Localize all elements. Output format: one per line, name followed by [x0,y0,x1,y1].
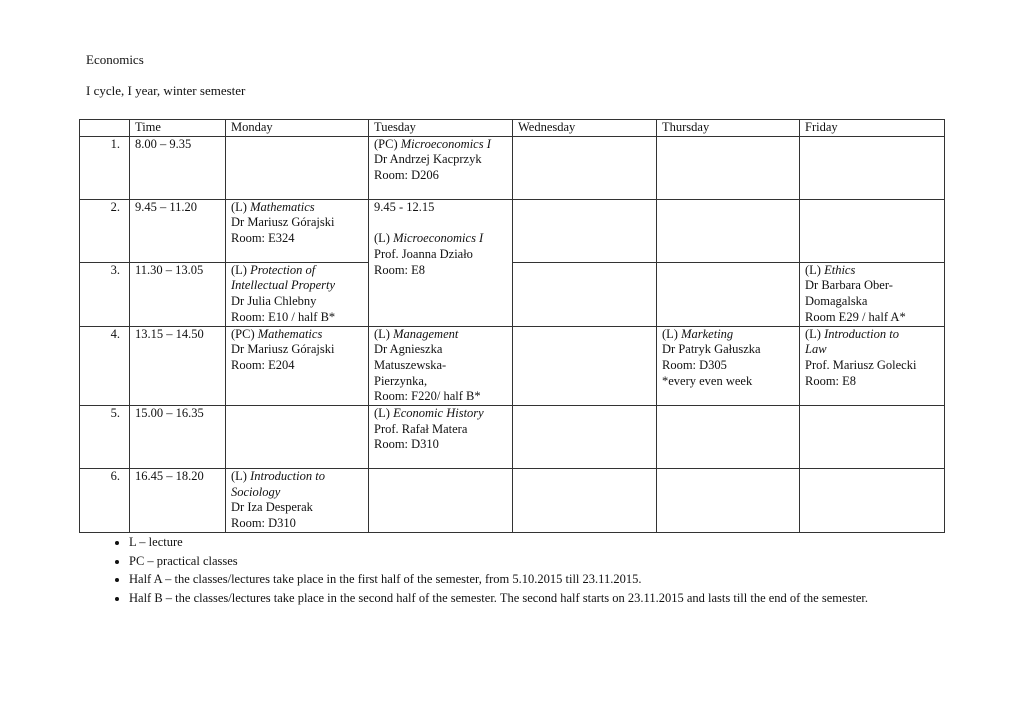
class-room: Room: F220/ half B* [374,389,481,404]
row-number: 2. [80,199,130,262]
column-header-friday: Friday [800,120,945,137]
class-title [374,137,507,153]
class-note: *every even week [662,373,753,388]
column-header-monday: Monday [226,120,369,137]
class-room: Room: D206 [374,168,439,183]
class-subject: Microeconomics I [393,231,484,246]
cell-wednesday [513,262,657,326]
class-title [231,200,363,216]
class-teacher: Prof. Joanna Działo [374,246,473,261]
cell-wednesday [513,199,657,262]
class-room: Room: E8 [374,262,426,277]
cell-monday [226,469,369,533]
class-teacher-continued: Domagalska [805,294,868,309]
table-row [80,326,945,406]
class-subject: Protection of [250,262,316,277]
class-teacher: Dr Mariusz Górajski [231,342,335,357]
column-header-tuesday: Tuesday [369,120,513,137]
class-subject: Marketing [681,326,734,341]
table-row [80,469,945,533]
class-room: Room: E10 / half B* [231,309,336,324]
class-title [374,406,507,422]
row-number: 1. [80,136,130,199]
class-teacher: Dr Agnieszka [374,342,443,357]
class-title [662,327,794,343]
class-subject-continued: Intellectual Property [231,278,336,293]
column-header-wednesday: Wednesday [513,120,657,137]
cell-tuesday [369,406,513,469]
class-teacher: Dr Julia Chlebny [231,294,317,309]
table-row [80,262,945,326]
cell-monday [226,406,369,469]
row-time: 16.45 – 18.20 [130,469,226,533]
class-subject: Economic History [393,406,484,421]
cell-friday [800,262,945,326]
class-type: (L) [374,326,390,341]
cell-tuesday [369,199,513,326]
class-title [231,327,363,343]
cell-thursday [657,469,800,533]
row-time: 9.45 – 11.20 [130,199,226,262]
cell-wednesday [513,326,657,406]
cell-thursday [657,199,800,262]
row-time: 11.30 – 13.05 [130,262,226,326]
class-room: Room: E324 [231,231,295,246]
class-subject-continued: Law [805,342,827,357]
legend-notes [105,533,949,607]
class-subject: Introduction to [824,326,899,341]
class-room: Room: E8 [805,373,857,388]
class-subject: Management [393,326,459,341]
cell-friday [800,406,945,469]
class-title [374,231,507,247]
cell-tuesday [369,326,513,406]
cell-friday [800,326,945,406]
class-teacher: Dr Mariusz Górajski [231,215,335,230]
cell-monday [226,199,369,262]
class-type: (PC) [374,136,398,151]
cell-wednesday [513,469,657,533]
cell-tuesday [369,136,513,199]
class-type: (PC) [231,326,255,341]
row-number: 5. [80,406,130,469]
class-teacher: Dr Andrzej Kacprzyk [374,152,482,167]
class-type: (L) [662,326,678,341]
row-time: 8.00 – 9.35 [130,136,226,199]
class-room: Room: D305 [662,357,727,372]
class-type: (L) [805,262,821,277]
cell-thursday [657,262,800,326]
document-title: Economics [86,52,144,67]
class-title [231,469,363,485]
column-header-thursday: Thursday [657,120,800,137]
class-type: (L) [374,406,390,421]
class-title [231,263,363,279]
cell-friday [800,136,945,199]
class-room: Room: D310 [374,437,439,452]
class-type: (L) [231,199,247,214]
class-teacher: Dr Iza Desperak [231,500,313,515]
class-teacher: Prof. Mariusz Golecki [805,357,917,372]
class-subject-continued: Sociology [231,484,281,499]
cell-thursday [657,326,800,406]
class-title [374,327,507,343]
note-item: • Half A – the classes/lectures take place in the first half of the semester, from 5.10.2015 till 23.11.2015. [129,570,949,589]
class-subject: Microeconomics I [400,136,491,151]
row-time: 15.00 – 16.35 [130,406,226,469]
document-subtitle: I cycle, I year, winter semester [86,83,246,98]
cell-tuesday [369,469,513,533]
class-room: Room: E204 [231,357,295,372]
class-teacher-continued: Pierzynka, [374,373,428,388]
table-row [80,199,945,262]
row-number: 3. [80,262,130,326]
class-room: Room: D310 [231,516,296,531]
row-number: 6. [80,469,130,533]
class-subject: Ethics [824,262,856,277]
note-item: • Half B – the classes/lectures take place in the second half of the semester. The second half starts on 23.11.2015 and lasts till the end of the semester. [129,589,949,608]
table-row [80,136,945,199]
class-subject: Mathematics [250,199,315,214]
cell-friday [800,199,945,262]
class-teacher: Dr Patryk Gałuszka [662,342,761,357]
column-header-time: Time [130,120,226,137]
cell-thursday [657,406,800,469]
class-type: (L) [231,262,247,277]
class-room: Room E29 / half A* [805,309,906,324]
class-title [805,263,939,279]
class-subject: Mathematics [257,326,323,341]
class-title [805,327,939,343]
cell-wednesday [513,136,657,199]
class-subject: Introduction to [250,469,325,484]
cell-wednesday [513,406,657,469]
table-row [80,406,945,469]
column-header-number [80,120,130,137]
row-time: 13.15 – 14.50 [130,326,226,406]
class-type: (L) [374,231,390,246]
class-teacher-continued: Matuszewska- [374,357,447,372]
class-teacher: Prof. Rafał Matera [374,421,468,436]
table-header-row [80,120,945,137]
cell-friday [800,469,945,533]
timetable [79,119,945,533]
class-type: (L) [805,326,821,341]
class-type: (L) [231,469,247,484]
class-time: 9.45 - 12.15 [374,199,435,214]
row-number: 4. [80,326,130,406]
cell-monday [226,262,369,326]
cell-monday [226,326,369,406]
note-item: • PC – practical classes [129,552,949,571]
class-teacher: Dr Barbara Ober- [805,278,893,293]
cell-thursday [657,136,800,199]
note-item: • L – lecture [129,533,949,552]
cell-monday [226,136,369,199]
